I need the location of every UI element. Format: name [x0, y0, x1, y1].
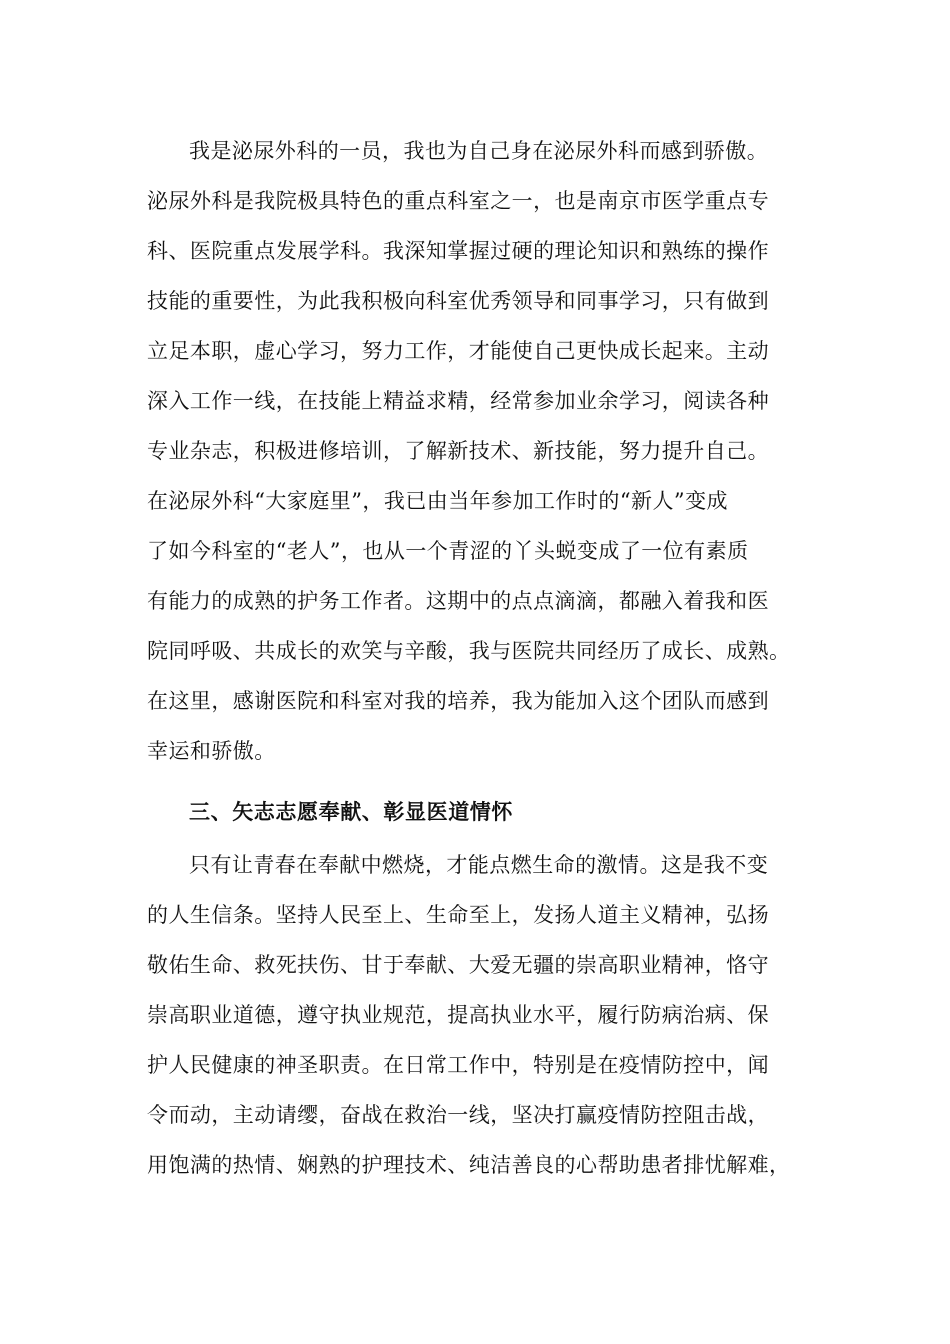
- paragraph-line: 院同呼吸、共成长的欢笑与辛酸，我与医院共同经历了成长、成熟。: [147, 639, 791, 663]
- paragraph-line: 令而动，主动请缨，奋战在救治一线，坚决打赢疫情防控阻击战，: [147, 1103, 770, 1127]
- paragraph-line: 崇高职业道德，遵守执业规范，提高执业水平，履行防病治病、保: [147, 1003, 770, 1027]
- paragraph-line: 立足本职，虚心学习，努力工作，才能使自己更快成长起来。主动: [147, 339, 770, 363]
- paragraph-line: 用饱满的热情、娴熟的护理技术、纯洁善良的心帮助患者排忧解难，: [147, 1153, 791, 1177]
- paragraph-line: 敬佑生命、救死扶伤、甘于奉献、大爱无疆的崇高职业精神，恪守: [147, 953, 770, 977]
- paragraph-line: 专业杂志，积极进修培训，了解新技术、新技能，努力提升自己。: [147, 439, 770, 463]
- paragraph-line: 护人民健康的神圣职责。在日常工作中，特别是在疫情防控中，闻: [147, 1053, 770, 1077]
- paragraph-line: 我是泌尿外科的一员，我也为自己身在泌尿外科而感到骄傲。: [189, 139, 769, 163]
- paragraph-line: 在这里，感谢医院和科室对我的培养，我为能加入这个团队而感到: [147, 689, 770, 713]
- paragraph-line: 幸运和骄傲。: [147, 739, 276, 763]
- paragraph-line: 技能的重要性，为此我积极向科室优秀领导和同事学习，只有做到: [147, 289, 770, 313]
- paragraph-line: 泌尿外科是我院极具特色的重点科室之一，也是南京市医学重点专: [147, 189, 770, 213]
- paragraph-line: 只有让青春在奉献中燃烧，才能点燃生命的激情。这是我不变: [189, 853, 769, 877]
- paragraph-line: 的人生信条。坚持人民至上、生命至上，发扬人道主义精神，弘扬: [147, 903, 770, 927]
- paragraph-line: 科、医院重点发展学科。我深知掌握过硬的理论知识和熟练的操作: [147, 239, 770, 263]
- paragraph-line: 有能力的成熟的护务工作者。这期中的点点滴滴，都融入着我和医: [147, 589, 770, 613]
- paragraph-line: 深入工作一线，在技能上精益求精，经常参加业余学习，阅读各种: [147, 389, 770, 413]
- section-heading: 三、矢志志愿奉献、彰显医道情怀: [189, 800, 513, 824]
- paragraph-line: 在泌尿外科“大家庭里”，我已由当年参加工作时的“新人”变成: [147, 489, 728, 513]
- paragraph-line: 了如今科室的“老人”，也从一个青涩的丫头蜕变成了一位有素质: [147, 539, 749, 563]
